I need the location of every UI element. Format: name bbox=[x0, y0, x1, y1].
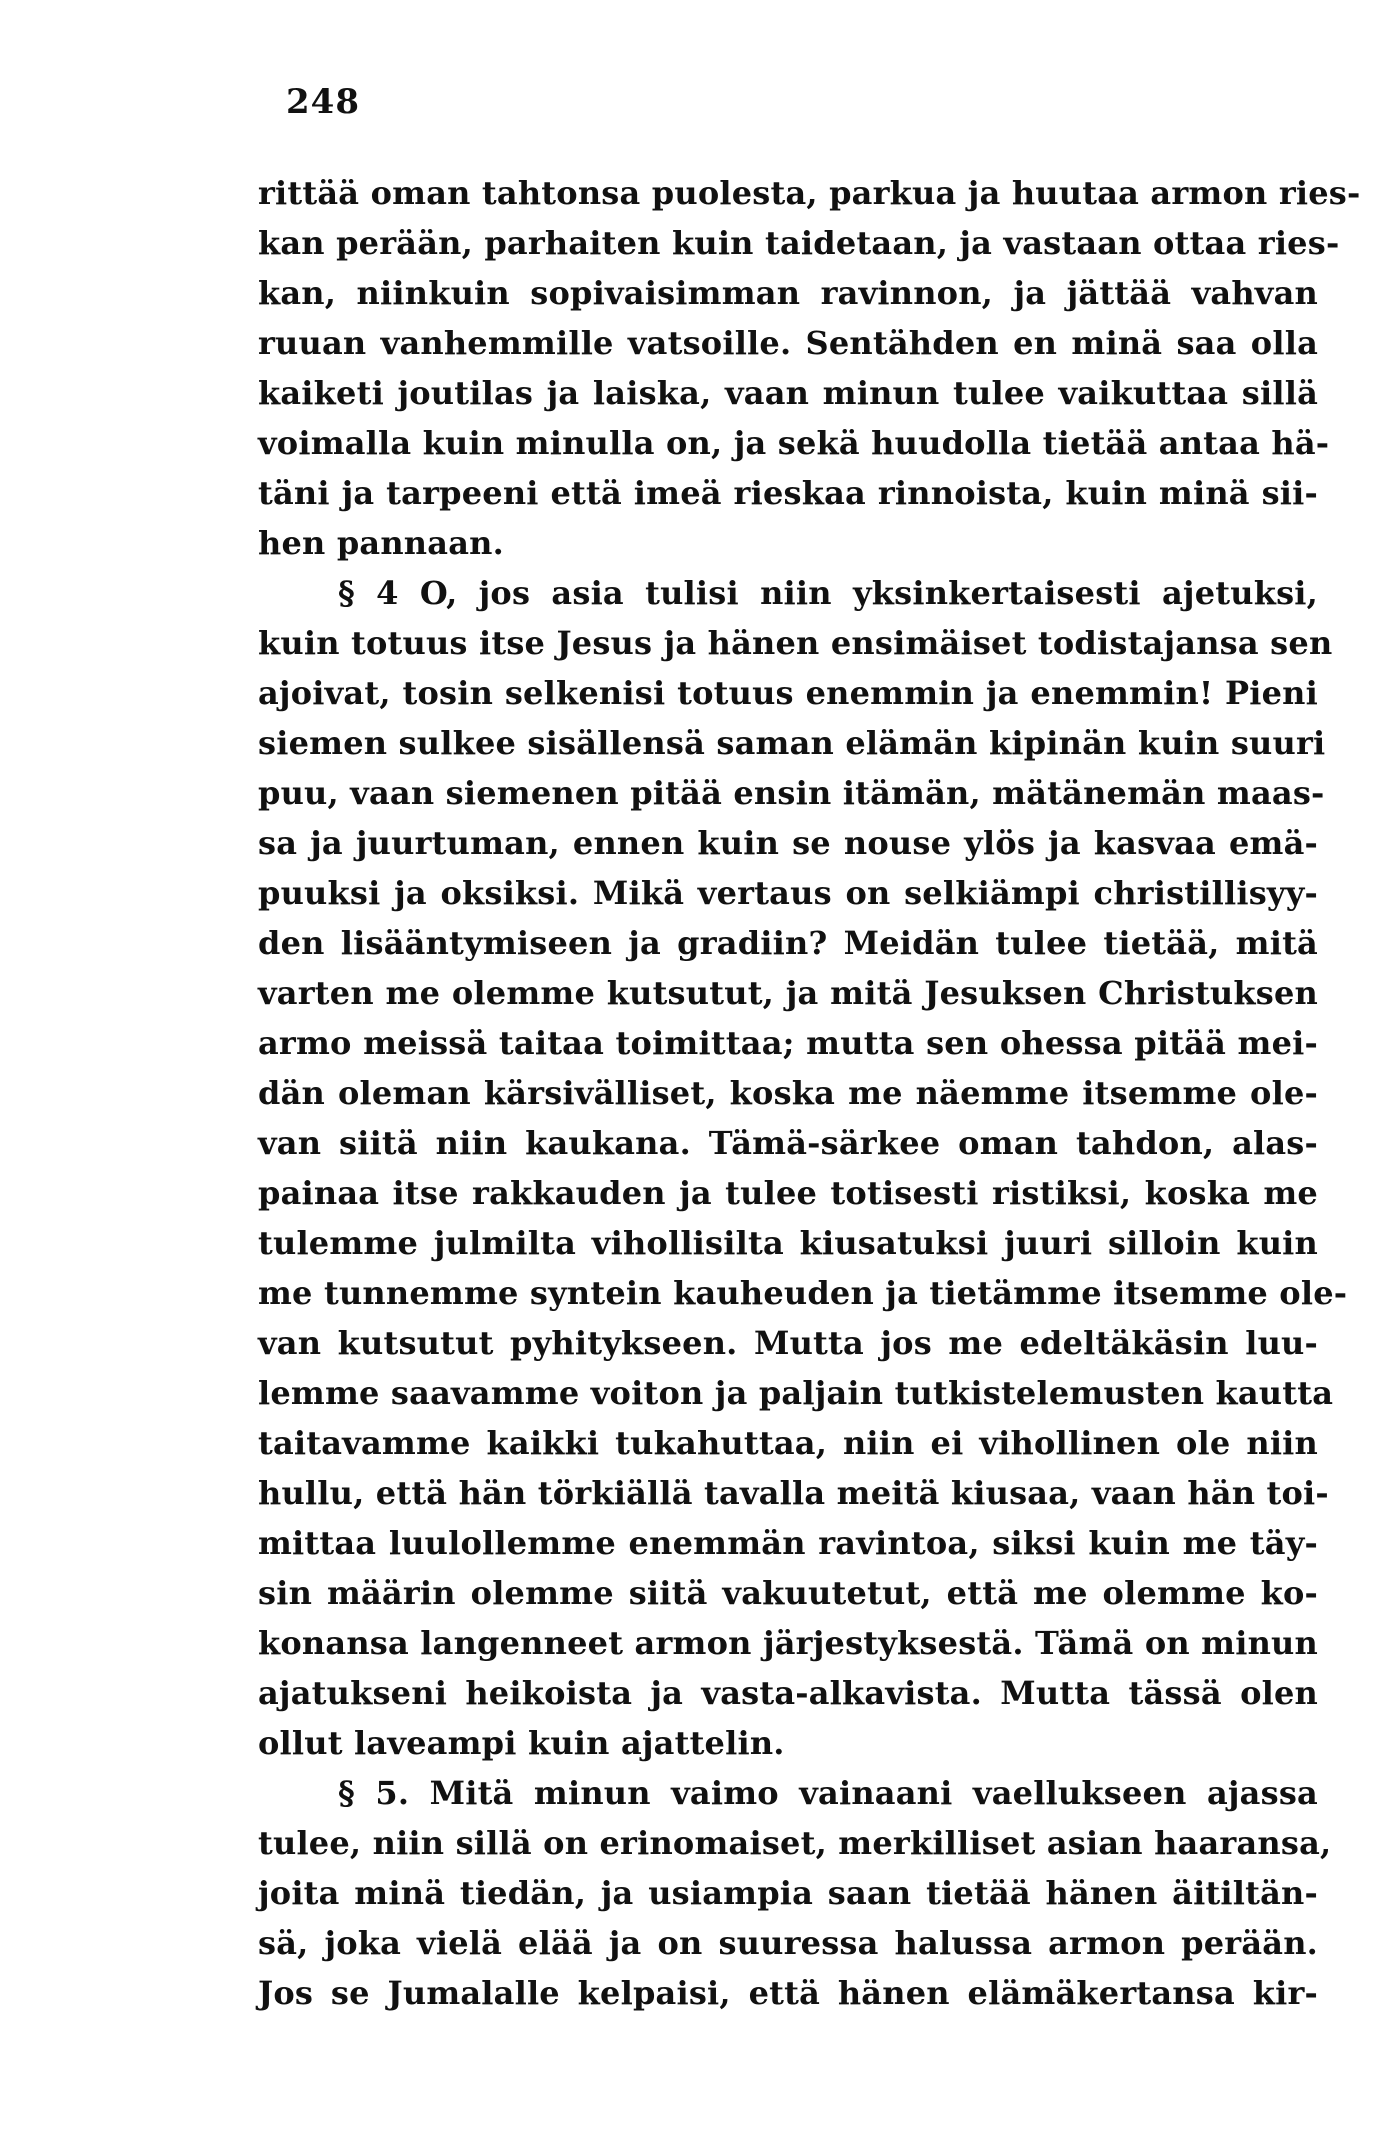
text-line: ollut laveampi kuin ajattelin. bbox=[258, 1724, 785, 1762]
text-line: tulemme julmilta vihollisilta kiusatuksi juuri silloin kuin bbox=[258, 1224, 1318, 1262]
text-line: puu, vaan siemenen pitää ensin itämän, mätänemän maas- bbox=[258, 774, 1325, 812]
text-line: rittää oman tahtonsa puolesta, parkua ja huutaa armon ries- bbox=[258, 174, 1361, 212]
text-line: Jos se Jumalalle kelpaisi, että hänen elämäkertansa kir- bbox=[258, 1974, 1318, 2012]
text-line: sin määrin olemme siitä vakuutetut, että me olemme ko- bbox=[258, 1574, 1318, 1612]
text-line: ajoivat, tosin selkenisi totuus enemmin ja enemmin! Pieni bbox=[258, 674, 1318, 712]
text-line: van siitä niin kaukana. Tämä-särkee oman tahdon, alas- bbox=[258, 1124, 1318, 1162]
text-line: sa ja juurtuman, ennen kuin se nouse ylös ja kasvaa emä- bbox=[258, 824, 1318, 862]
text-line: kan, niinkuin sopivaisimman ravinnon, ja jättää vahvan bbox=[258, 274, 1318, 312]
text-line: me tunnemme syntein kauheuden ja tietämme itsemme ole- bbox=[258, 1274, 1348, 1312]
text-line: kan perään, parhaiten kuin taidetaan, ja vastaan ottaa ries- bbox=[258, 224, 1340, 262]
text-line: kuin totuus itse Jesus ja hänen ensimäiset todistajansa sen bbox=[258, 624, 1333, 662]
text-line: varten me olemme kutsutut, ja mitä Jesuksen Christuksen bbox=[258, 974, 1318, 1012]
text-line: painaa itse rakkauden ja tulee totisesti ristiksi, koska me bbox=[258, 1174, 1318, 1212]
text-line: tulee, niin sillä on erinomaiset, merkilliset asian haaransa, bbox=[258, 1824, 1332, 1862]
text-line: dän oleman kärsivälliset, koska me näemme itsemme ole- bbox=[258, 1074, 1318, 1112]
text-line: den lisääntymiseen ja gradiin? Meidän tulee tietää, mitä bbox=[258, 924, 1318, 962]
text-line: joita minä tiedän, ja usiampia saan tietää hänen äitiltän- bbox=[258, 1874, 1318, 1912]
text-line: kaiketi joutilas ja laiska, vaan minun tulee vaikuttaa sillä bbox=[258, 374, 1318, 412]
text-line: konansa langenneet armon järjestyksestä. Tämä on minun bbox=[258, 1624, 1318, 1662]
text-line: ajatukseni heikoista ja vasta-alkavista. Mutta tässä olen bbox=[258, 1674, 1318, 1712]
text-line: puuksi ja oksiksi. Mikä vertaus on selkiämpi christillisyy- bbox=[258, 874, 1318, 912]
text-line: hen pannaan. bbox=[258, 524, 504, 562]
text-line: lemme saavamme voiton ja paljain tutkistelemusten kautta bbox=[258, 1374, 1334, 1412]
text-line: armo meissä taitaa toimittaa; mutta sen ohessa pitää mei- bbox=[258, 1024, 1318, 1062]
section-5-heading-line: § 5. Mitä minun vaimo vainaani vaellukseen ajassa bbox=[338, 1774, 1318, 1812]
text-line: taitavamme kaikki tukahuttaa, niin ei vihollinen ole niin bbox=[258, 1424, 1318, 1462]
text-line: mittaa luulollemme enemmän ravintoa, siksi kuin me täy- bbox=[258, 1524, 1318, 1562]
text-line: täni ja tarpeeni että imeä rieskaa rinnoista, kuin minä sii- bbox=[258, 474, 1318, 512]
text-line: sä, joka vielä elää ja on suuressa halussa armon perään. bbox=[258, 1924, 1318, 1962]
text-line: van kutsutut pyhitykseen. Mutta jos me edeltäkäsin luu- bbox=[258, 1324, 1318, 1362]
text-line: hullu, että hän törkiällä tavalla meitä kiusaa, vaan hän toi- bbox=[258, 1474, 1329, 1512]
text-line: siemen sulkee sisällensä saman elämän kipinän kuin suuri bbox=[258, 724, 1326, 762]
page-number: 248 bbox=[286, 82, 360, 122]
text-line: ruuan vanhemmille vatsoille. Sentähden en minä saa olla bbox=[258, 324, 1318, 362]
section-4-heading-line: § 4 O, jos asia tulisi niin yksinkertaisesti ajetuksi, bbox=[338, 574, 1318, 612]
text-line: voimalla kuin minulla on, ja sekä huudolla tietää antaa hä- bbox=[258, 424, 1330, 462]
